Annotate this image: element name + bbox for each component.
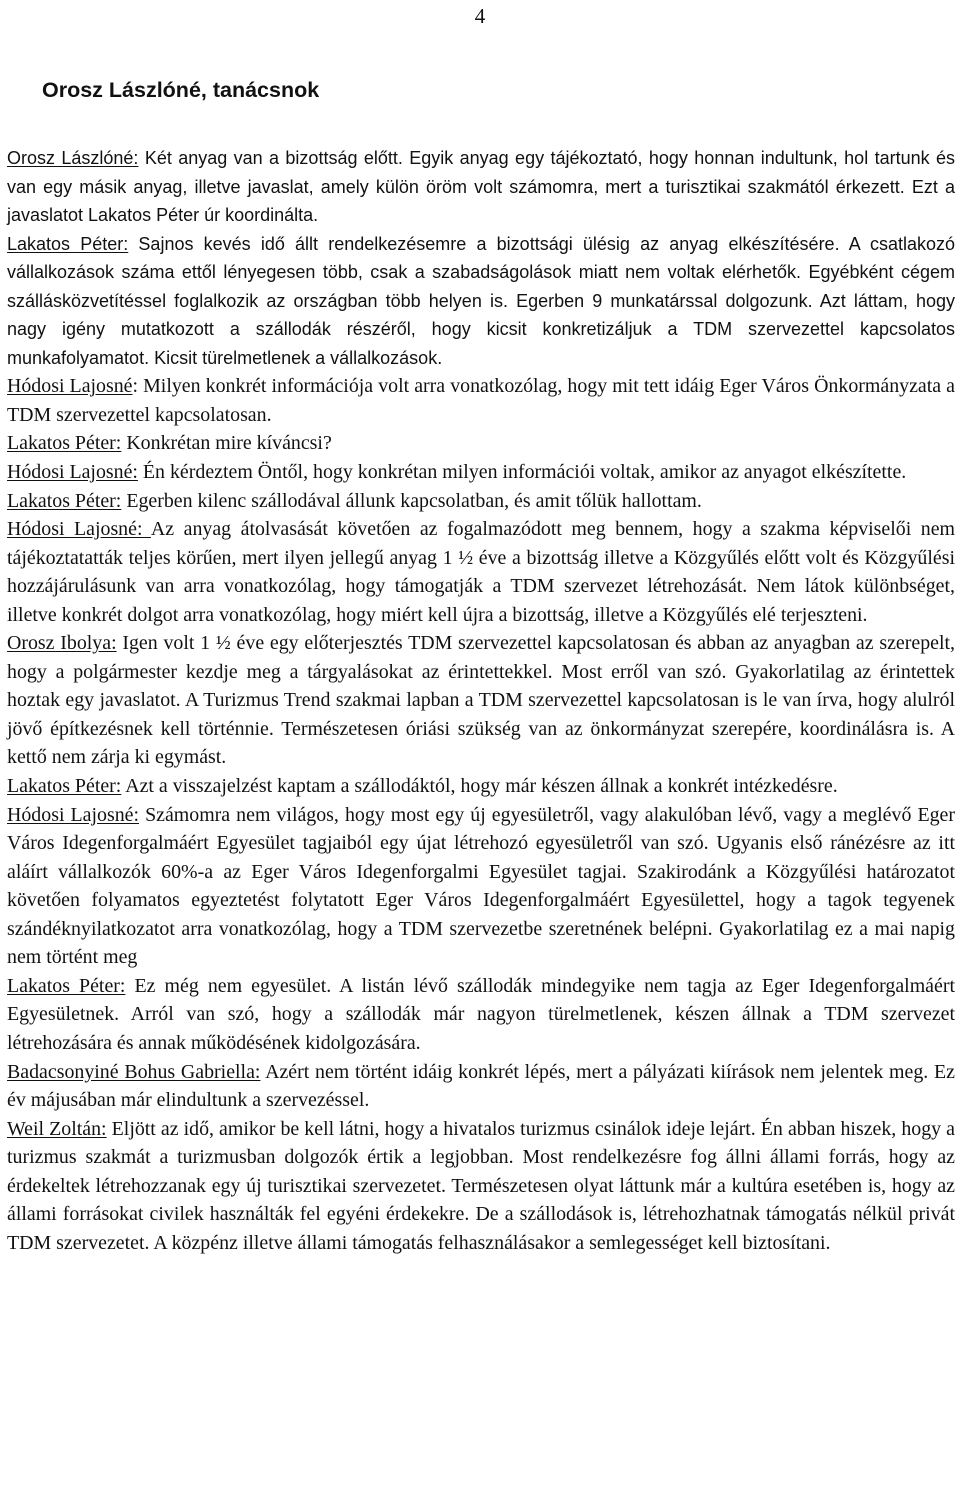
paragraph-lakatos-peter [7, 487, 955, 516]
paragraph-hodosi-lajosne [7, 372, 955, 429]
speech-text: Azt a visszajelzést kaptam a szállodáktól, hogy már készen állnak a konkrét intézkedésre. [121, 775, 838, 798]
page-title: Orosz Lászlóné, tanácsnok [42, 78, 320, 102]
speech-text: Eljött az idő, amikor be kell látni, hogy a hivatalos turizmus csinálok ideje lejárt. Én abban hiszek, hogy a turizmus szakmát a turizmusban dolgozók értik a legjobban. Most rendelkezésre fog állni állami forrás, hogy az érdekeltek létrehozzanak egy új turisztikai szervezetet. Természetesen olyat láttunk már a kultúra esetében is, hogy az állami forrásokat civilek használták fel egyéni érdekekre. De a szállodások is, létrehozhatnak támogatás nélkül privát TDM szervezetet. A közpénz illetve állami támogatás felhasználásakor a semlegességet kell biztosítani. [7, 1117, 956, 1254]
paragraph-hodosi-lajosne [7, 515, 955, 629]
minutes-body [7, 144, 955, 1257]
paragraph-weil-zoltan [7, 1115, 955, 1258]
speech-text: Azért nem történt idáig konkrét lépés, mert a pályázati kiírások nem jelentek meg. Ez év májusában már elindultunk a szervezéssel. [7, 1060, 955, 1112]
paragraph-lakatos-peter [7, 429, 955, 458]
speaker-name: Hódosi Lajosné: [7, 518, 151, 541]
speaker-name: Hódosi Lajosné: [7, 461, 138, 484]
speaker-name: Badacsonyiné Bohus Gabriella: [7, 1060, 261, 1083]
paragraph-lakatos-peter [7, 230, 955, 373]
speaker-name: Hódosi Lajosné: [7, 803, 140, 826]
speaker-name: Lakatos Péter: [7, 233, 129, 254]
speech-text: Én kérdeztem Öntől, hogy konkrétan milyen információi voltak, amikor az anyagot elkészítette. [137, 461, 907, 484]
paragraph-hodosi-lajosne [7, 801, 955, 972]
paragraph-lakatos-peter [7, 972, 955, 1058]
speech-text: Ez még nem egyesület. A listán lévő szállodák mindegyike nem tagja az Eger Idegenforgalmáért Egyesületnek. Arról van szó, hogy a szállodák már nagyon türelmetlenek, készen állnak a TDM szervezet létrehozására és annak működésének kidolgozására. [7, 974, 955, 1054]
page-number: 4 [474, 4, 486, 28]
speaker-name: Lakatos Péter: [7, 489, 122, 512]
speaker-name: Orosz Ibolya: [7, 632, 117, 655]
speech-text: : Milyen konkrét információja volt arra vonatkozólag, hogy mit tett idáig Eger Város Önkormányzata a TDM szervezettel kapcsolatosan. [7, 375, 956, 426]
speaker-name: Lakatos Péter: [7, 432, 122, 455]
speaker-name: Lakatos Péter: [7, 775, 122, 798]
speaker-name: Orosz Lászlóné: [7, 148, 139, 168]
speech-text: Egerben kilenc szállodával állunk kapcsolatban, és amit tőlük hallottam. [121, 489, 702, 512]
speech-text: Az anyag átolvasását követően az fogalmazódott meg bennem, hogy a szakma képviselői nem tájékoztatatták teljes körűen, mert ilyen jellegű anyag 1 ½ éve a bizottság illetve a Közgyűlés előtt volt és Közgyűlési hozzájárulásunk van arra vonatkozólag, hogy támogatják a TDM szervezet létrehozását. Nem látok különbséget, illetve konkrét dolgot arra vonatkozólag, hogy miért kell újra a bizottság, illetve a Közgyűlés elé terjeszteni. [7, 518, 955, 626]
speaker-name: Weil Zoltán: [7, 1117, 107, 1140]
speaker-name: Lakatos Péter: [7, 974, 126, 997]
speech-text: Számomra nem világos, hogy most egy új egyesületről, vagy alakulóban lévő, vagy a meglévő Eger Város Idegenforgalmáért Egyesület tagjaiból egy újat létrehozó egyesületről van szó. Ugyanis első ránézésre az itt aláírt vállalkozók 60%-a az Eger Város Idegenforgalmi Egyesület tagjai. Szakirodánk a Közgyűlési határozatot követően folyamatos egyeztetést folytatott Eger Város Idegenforgalmáért Egyesülettel, hogy a tagok tegyenek szándéknyilatkozatot arra vonatkozólag, hogy a TDM szervezetbe szeretnének belépni. Gyakorlatilag ez a mai napig nem történt meg [7, 803, 955, 969]
paragraph-orosz-ibolya [7, 629, 955, 772]
speech-text: Konkrétan mire kíváncsi? [121, 432, 332, 455]
paragraph-orosz-laszlone [7, 144, 955, 230]
speaker-name: Hódosi Lajosné [7, 375, 133, 398]
speech-text: Két anyag van a bizottság előtt. Egyik anyag egy tájékoztató, hogy honnan indultunk, hol tartunk és van egy másik anyag, illetve javaslat, amely külön öröm volt számomra, mert a turisztikai szakmától érkezett. Ezt a javaslatot Lakatos Péter úr koordinálta. [7, 148, 955, 226]
paragraph-lakatos-peter [7, 772, 955, 801]
paragraph-badacsonyine-bohus-gabriella [7, 1058, 955, 1115]
speech-text: Sajnos kevés idő állt rendelkezésemre a bizottsági ülésig az anyag elkészítésére. A csatlakozó vállalkozások száma ettől lényegesen több, csak a szabadságolások miatt nem voltak elérhetők. Egyébként cégem szállásközvetítéssel foglalkozik az országban több helyen is. Egerben 9 munkatárssal dolgozunk. Azt láttam, hogy nagy igény mutatkozott a szállodák részéről, hogy kicsit konkretizáljuk a TDM szervezettel kapcsolatos munkafolyamatot. Kicsit türelmetlenek a vállalkozások. [7, 233, 955, 368]
speech-text: Igen volt 1 ½ éve egy előterjesztés TDM szervezettel kapcsolatosan és abban az anyagban az szerepelt, hogy a polgármester kezdje meg a tárgyalásokat az érintettekkel. Most erről van szó. Gyakorlatilag az érintettek hoztak egy javaslatot. A Turizmus Trend szakmai lapban a TDM szervezettel kapcsolatosan is le van írva, hogy alulról jövő építkezésnek kell történnie. Természetesen óriási szükség van az önkormányzat szerepére, koordinálásra is. A kettő nem zárja ki egymást. [7, 632, 955, 769]
paragraph-hodosi-lajosne [7, 458, 955, 487]
